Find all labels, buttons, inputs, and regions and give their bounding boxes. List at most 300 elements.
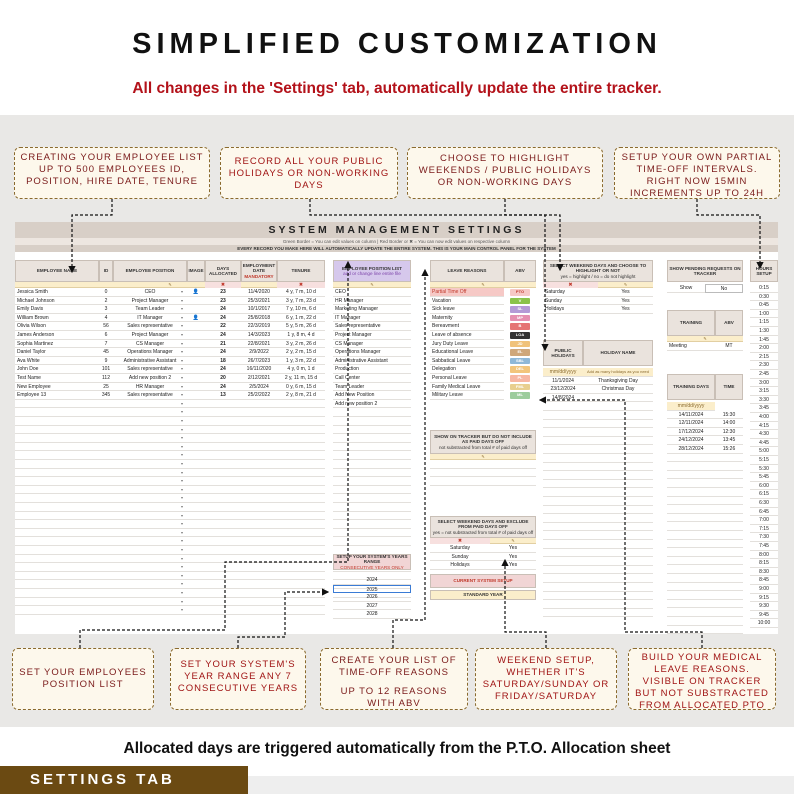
hour-interval-cell[interactable]: 1:15 xyxy=(750,318,778,327)
employee-row[interactable] xyxy=(15,503,325,512)
hour-interval-cell[interactable]: 6:45 xyxy=(750,508,778,517)
training-date-cell[interactable] xyxy=(667,600,715,609)
chevron-down-icon[interactable]: ▾ xyxy=(181,383,184,389)
chevron-down-icon[interactable]: ▾ xyxy=(181,332,184,337)
training-date-cell[interactable] xyxy=(667,522,715,531)
employee-position-cell[interactable]: Project Manager xyxy=(131,297,169,304)
chevron-down-icon[interactable]: ▾ xyxy=(181,564,184,570)
employee-days-cell[interactable]: 20 xyxy=(220,375,226,381)
chevron-down-icon[interactable]: ▾ xyxy=(181,598,184,604)
medical-reason-item[interactable] xyxy=(430,477,536,486)
hour-interval-cell[interactable]: 2:45 xyxy=(750,370,778,379)
employee-row[interactable] xyxy=(15,391,325,400)
leave-abv-badge[interactable]: DEL xyxy=(510,366,530,373)
holiday-date-cell[interactable] xyxy=(543,557,583,566)
employee-row[interactable] xyxy=(15,512,325,521)
employee-date-cell[interactable]: 2/5/2024 xyxy=(249,383,269,390)
hour-interval-cell[interactable]: 5:30 xyxy=(750,465,778,474)
holiday-name-cell[interactable] xyxy=(583,540,653,549)
holiday-name-cell[interactable] xyxy=(583,445,653,454)
chevron-down-icon[interactable]: ▾ xyxy=(181,409,184,415)
training-time-cell[interactable]: 15:30 xyxy=(715,411,743,420)
holiday-name-cell[interactable] xyxy=(583,402,653,411)
hour-interval-cell[interactable]: 1:00 xyxy=(750,310,778,319)
position-list-item[interactable] xyxy=(333,486,411,495)
hour-interval-cell[interactable]: 4:30 xyxy=(750,430,778,439)
training-date-cell[interactable] xyxy=(667,583,715,592)
employee-id-cell[interactable]: 25 xyxy=(103,383,109,390)
employee-date-cell[interactable]: 11/4/2020 xyxy=(248,289,270,295)
training-time-cell[interactable] xyxy=(715,548,743,557)
training-time-cell[interactable] xyxy=(715,540,743,549)
employee-id-cell[interactable]: 6 xyxy=(104,332,108,338)
chevron-down-icon[interactable]: ▾ xyxy=(181,512,184,518)
chevron-down-icon[interactable]: ▾ xyxy=(181,392,184,398)
leave-abv-badge[interactable]: LOA xyxy=(510,332,530,339)
holiday-name-cell[interactable] xyxy=(583,592,653,601)
leave-reason-item[interactable]: Maternity xyxy=(430,314,504,323)
position-list-item[interactable] xyxy=(333,443,411,452)
leave-abv-badge[interactable]: FML xyxy=(510,384,530,391)
training-date-placeholder[interactable]: mm/dd/yyyy xyxy=(667,402,715,411)
year-cell[interactable]: 2027 xyxy=(333,602,411,611)
employee-date-cell[interactable]: 10/1/2017 xyxy=(247,306,271,313)
leave-reason-item[interactable]: Vacation xyxy=(430,297,504,306)
medical-reason-item[interactable] xyxy=(430,460,536,469)
leave-reason-item[interactable]: Leave of absence xyxy=(430,331,504,340)
employee-tenure-cell[interactable]: 4 y, 0 m, 1 d xyxy=(287,366,315,373)
employee-date-cell[interactable]: 25/3/2021 xyxy=(247,297,271,304)
employee-row[interactable] xyxy=(15,426,325,435)
holiday-name-cell[interactable] xyxy=(583,488,653,497)
holiday-date-cell[interactable] xyxy=(543,437,583,446)
weekend-exclude-day[interactable]: Holidays xyxy=(430,561,490,570)
employee-days-cell[interactable]: 24 xyxy=(220,306,226,313)
hour-interval-cell[interactable]: 3:00 xyxy=(750,379,778,388)
chevron-down-icon[interactable]: ▾ xyxy=(181,461,184,466)
holiday-date-cell[interactable] xyxy=(543,420,583,429)
employee-name-cell[interactable]: Test Name xyxy=(17,375,41,381)
holiday-name-cell[interactable] xyxy=(583,531,653,540)
employee-position-cell[interactable]: CEO xyxy=(144,289,156,295)
employee-tenure-cell[interactable]: 4 y, 7 m, 10 d xyxy=(286,289,316,295)
holiday-date-cell[interactable] xyxy=(543,549,583,558)
leave-abv-badge[interactable]: JD xyxy=(510,341,530,348)
employee-tenure-cell[interactable]: 0 y, 6 m, 15 d xyxy=(286,383,316,390)
employee-days-cell[interactable]: 24 xyxy=(220,383,226,390)
employee-row[interactable] xyxy=(15,443,325,452)
employee-position-cell[interactable]: Project Manager xyxy=(131,332,169,338)
chevron-down-icon[interactable]: ▾ xyxy=(181,435,184,441)
employee-position-cell[interactable]: Add new position 2 xyxy=(128,375,172,381)
hour-interval-cell[interactable]: 9:45 xyxy=(750,611,778,620)
employee-row[interactable] xyxy=(15,322,325,331)
holiday-date-cell[interactable] xyxy=(543,583,583,592)
employee-date-cell[interactable]: 2/9/2022 xyxy=(249,349,269,356)
employee-date-cell[interactable]: 16/11/2020 xyxy=(246,366,272,373)
weekend-exclude-value[interactable]: Yes xyxy=(490,553,536,562)
position-list-item[interactable]: Call Center xyxy=(333,374,411,383)
leave-abv-badge[interactable]: SBL xyxy=(510,358,530,365)
holiday-date-cell[interactable] xyxy=(543,480,583,489)
employee-date-cell[interactable]: 22/3/2019 xyxy=(247,323,271,330)
hour-interval-cell[interactable]: 0:45 xyxy=(750,301,778,310)
employee-tenure-cell[interactable]: 1 y, 8 m, 4 d xyxy=(287,332,315,338)
employee-row[interactable] xyxy=(15,314,325,323)
holiday-name-cell[interactable] xyxy=(583,609,653,618)
chevron-down-icon[interactable]: ▾ xyxy=(181,572,184,578)
highlight-day[interactable]: Holidays xyxy=(543,305,598,314)
position-list-item[interactable]: Add new position 2 xyxy=(333,400,411,409)
holiday-date-cell[interactable]: 11/1/2024 xyxy=(543,377,583,386)
employee-days-cell[interactable]: 24 xyxy=(220,366,226,373)
weekend-exclude-day[interactable]: Saturday xyxy=(430,544,490,553)
position-list-item[interactable] xyxy=(333,408,411,417)
chevron-down-icon[interactable]: ▾ xyxy=(181,323,184,329)
chevron-down-icon[interactable]: ▾ xyxy=(181,486,184,492)
employee-date-cell[interactable]: 22/8/2021 xyxy=(247,340,271,347)
weekend-exclude-value[interactable]: Yes xyxy=(490,561,536,570)
employee-row[interactable] xyxy=(15,340,325,349)
employee-row[interactable] xyxy=(15,374,325,383)
hour-interval-cell[interactable]: 6:00 xyxy=(750,482,778,491)
employee-row[interactable] xyxy=(15,589,325,598)
employee-row[interactable] xyxy=(15,469,325,478)
training-name[interactable]: Meeting xyxy=(667,342,715,351)
training-date-cell[interactable] xyxy=(667,548,715,557)
leave-reason-item[interactable]: Educational Leave xyxy=(430,348,504,357)
position-list-item[interactable] xyxy=(333,512,411,521)
employee-position-cell[interactable]: CS Manager xyxy=(135,340,165,347)
training-time-cell[interactable] xyxy=(715,497,743,506)
holiday-name-cell[interactable] xyxy=(583,523,653,532)
employee-position-cell[interactable]: Sales representative xyxy=(127,323,173,330)
position-list-item[interactable]: Operations Manager xyxy=(333,348,411,357)
holiday-date-cell[interactable] xyxy=(543,445,583,454)
position-list-item[interactable]: CS Manager xyxy=(333,340,411,349)
position-list-item[interactable] xyxy=(333,494,411,503)
chevron-down-icon[interactable]: ▾ xyxy=(181,418,184,423)
employee-position-cell[interactable]: Operations Manager xyxy=(127,349,173,356)
employee-days-cell[interactable]: 13 xyxy=(220,392,226,399)
highlight-value[interactable]: Yes xyxy=(598,305,653,314)
training-date-cell[interactable] xyxy=(667,454,715,463)
training-date-cell[interactable] xyxy=(667,574,715,583)
employee-row[interactable] xyxy=(15,365,325,374)
holiday-date-cell[interactable] xyxy=(543,514,583,523)
position-list-item[interactable] xyxy=(333,451,411,460)
training-time-cell[interactable] xyxy=(715,565,743,574)
leave-abv-badge[interactable]: PTO xyxy=(510,289,530,296)
employee-name-cell[interactable]: Jessica Smith xyxy=(17,289,48,295)
training-time-cell[interactable] xyxy=(715,600,743,609)
chevron-down-icon[interactable]: ▾ xyxy=(181,581,184,587)
hour-interval-cell[interactable]: 7:15 xyxy=(750,525,778,534)
position-list-item[interactable] xyxy=(333,469,411,478)
employee-position-cell[interactable]: IT Manager xyxy=(137,314,163,321)
leave-reason-item[interactable]: Family Medical Leave xyxy=(430,383,504,392)
training-date-cell[interactable] xyxy=(667,471,715,480)
employee-tenure-cell[interactable]: 2 y, 2 m, 15 d xyxy=(286,349,316,356)
hour-interval-cell[interactable]: 9:00 xyxy=(750,585,778,594)
employee-row[interactable] xyxy=(15,305,325,314)
employee-id-cell[interactable]: 4 xyxy=(104,314,108,321)
holiday-name-cell[interactable] xyxy=(583,549,653,558)
weekend-exclude-value[interactable]: Yes xyxy=(490,544,536,553)
hour-interval-cell[interactable]: 4:00 xyxy=(750,413,778,422)
hour-interval-cell[interactable]: 1:45 xyxy=(750,336,778,345)
hour-interval-cell[interactable]: 9:30 xyxy=(750,602,778,611)
position-list-item[interactable]: Sales representative xyxy=(333,322,411,331)
training-abv[interactable]: MT xyxy=(715,342,743,351)
chevron-down-icon[interactable]: ▾ xyxy=(181,495,184,501)
training-date-cell[interactable] xyxy=(667,565,715,574)
chevron-down-icon[interactable]: ▾ xyxy=(181,314,184,320)
chevron-down-icon[interactable]: ▾ xyxy=(181,375,184,380)
employee-row[interactable] xyxy=(15,606,325,615)
hour-interval-cell[interactable]: 6:15 xyxy=(750,490,778,499)
hour-interval-cell[interactable]: 9:15 xyxy=(750,594,778,603)
employee-row[interactable] xyxy=(15,580,325,589)
chevron-down-icon[interactable]: ▾ xyxy=(181,529,184,535)
holiday-name-cell[interactable] xyxy=(583,506,653,515)
hour-interval-cell[interactable]: 5:15 xyxy=(750,456,778,465)
chevron-down-icon[interactable]: ▾ xyxy=(181,366,184,372)
training-date-cell[interactable] xyxy=(667,591,715,600)
employee-position-cell[interactable]: Sales representative xyxy=(127,366,173,373)
employee-tenure-cell[interactable]: 6 y, 1 m, 22 d xyxy=(286,314,316,321)
training-time-cell[interactable] xyxy=(715,617,743,626)
employee-row[interactable] xyxy=(15,477,325,486)
holiday-name-cell[interactable] xyxy=(583,394,653,403)
employee-position-cell[interactable]: HR Manager xyxy=(135,383,165,390)
employee-row[interactable] xyxy=(15,486,325,495)
training-time-cell[interactable] xyxy=(715,479,743,488)
employee-row[interactable] xyxy=(15,288,325,297)
training-date-cell[interactable] xyxy=(667,608,715,617)
employee-date-cell[interactable]: 2/12/2021 xyxy=(247,375,271,381)
leave-reason-item[interactable]: Personal Leave xyxy=(430,374,504,383)
year-cell[interactable]: 2026 xyxy=(333,593,411,602)
highlight-day[interactable]: Saturday xyxy=(543,288,598,297)
training-date-cell[interactable] xyxy=(667,531,715,540)
employee-name-cell[interactable]: John Doe xyxy=(17,366,39,373)
employee-days-cell[interactable]: 24 xyxy=(220,314,226,321)
employee-name-cell[interactable]: James Anderson xyxy=(17,332,55,338)
leave-reason-item[interactable]: Sabbatical Leave xyxy=(430,357,504,366)
chevron-down-icon[interactable]: ▾ xyxy=(181,349,184,355)
employee-row[interactable] xyxy=(15,297,325,306)
highlight-value[interactable]: Yes xyxy=(598,297,653,306)
employee-days-cell[interactable]: 23 xyxy=(220,297,226,304)
training-date-cell[interactable] xyxy=(667,479,715,488)
training-date-cell[interactable]: 17/12/2024 xyxy=(667,428,715,437)
hour-interval-cell[interactable]: 0:15 xyxy=(750,284,778,293)
training-time-cell[interactable] xyxy=(715,505,743,514)
hour-interval-cell[interactable]: 7:00 xyxy=(750,516,778,525)
employee-tenure-cell[interactable]: 1 y, 3 m, 22 d xyxy=(286,357,316,364)
holiday-name-cell[interactable] xyxy=(583,497,653,506)
holiday-name-cell[interactable] xyxy=(583,574,653,583)
holiday-date-cell[interactable] xyxy=(543,506,583,515)
position-list-item[interactable] xyxy=(333,537,411,546)
position-list-item[interactable] xyxy=(333,529,411,538)
employee-row[interactable] xyxy=(15,537,325,546)
training-time-cell[interactable] xyxy=(715,514,743,523)
leave-abv-badge[interactable]: MP xyxy=(510,315,530,322)
leave-abv-badge[interactable]: B xyxy=(510,323,530,330)
employee-id-cell[interactable]: 345 xyxy=(101,392,111,399)
employee-row[interactable] xyxy=(15,400,325,409)
employee-row[interactable] xyxy=(15,598,325,607)
employee-row[interactable] xyxy=(15,434,325,443)
training-date-cell[interactable] xyxy=(667,497,715,506)
holiday-date-cell[interactable] xyxy=(543,540,583,549)
employee-days-cell[interactable]: 18 xyxy=(220,357,226,364)
chevron-down-icon[interactable]: ▾ xyxy=(181,547,184,552)
holiday-date-cell[interactable] xyxy=(543,411,583,420)
position-list-item[interactable] xyxy=(333,477,411,486)
holiday-name-cell[interactable] xyxy=(583,583,653,592)
chevron-down-icon[interactable]: ▾ xyxy=(181,357,184,363)
holiday-name-cell[interactable]: Christmas Day xyxy=(583,385,653,394)
holiday-name-cell[interactable] xyxy=(583,480,653,489)
employee-row[interactable] xyxy=(15,555,325,564)
employee-name-cell[interactable]: Daniel Taylor xyxy=(17,349,46,356)
training-time-cell[interactable] xyxy=(715,608,743,617)
training-time-cell[interactable] xyxy=(715,531,743,540)
holiday-date-cell[interactable] xyxy=(543,454,583,463)
holiday-name-cell[interactable] xyxy=(583,437,653,446)
holiday-name-cell[interactable] xyxy=(583,514,653,523)
leave-reason-item[interactable]: Partial Time Off xyxy=(430,288,504,297)
holiday-name-cell[interactable] xyxy=(583,557,653,566)
employee-row[interactable] xyxy=(15,417,325,426)
position-list-item[interactable]: Administrative Assistant xyxy=(333,357,411,366)
employee-date-cell[interactable]: 25/8/2018 xyxy=(247,314,271,321)
position-list-item[interactable] xyxy=(333,426,411,435)
hour-interval-cell[interactable]: 3:30 xyxy=(750,396,778,405)
hour-interval-cell[interactable]: 6:30 xyxy=(750,499,778,508)
training-time-cell[interactable] xyxy=(715,626,743,635)
year-cell[interactable]: 2025 xyxy=(333,585,411,594)
employee-row[interactable] xyxy=(15,460,325,469)
training-time-cell[interactable] xyxy=(715,488,743,497)
employee-tenure-cell[interactable]: 2 y, 8 m, 21 d xyxy=(286,392,316,399)
position-list-item[interactable] xyxy=(333,520,411,529)
holiday-date-cell[interactable] xyxy=(543,566,583,575)
holiday-date-cell[interactable]: 23/12/2024 xyxy=(543,385,583,394)
holiday-date-cell[interactable] xyxy=(543,488,583,497)
settings-tab[interactable]: SETTINGS TAB xyxy=(0,766,248,794)
chevron-down-icon[interactable]: ▾ xyxy=(181,340,184,346)
hour-interval-cell[interactable]: 2:30 xyxy=(750,361,778,370)
employee-row[interactable] xyxy=(15,331,325,340)
employee-row[interactable] xyxy=(15,529,325,538)
leave-abv-badge[interactable]: SL xyxy=(510,306,530,313)
holiday-date-cell[interactable] xyxy=(543,609,583,618)
employee-tenure-cell[interactable]: 5 y, 5 m, 26 d xyxy=(286,323,316,330)
training-date-cell[interactable]: 28/12/2024 xyxy=(667,445,715,454)
training-time-cell[interactable] xyxy=(715,583,743,592)
employee-name-cell[interactable]: Ava White xyxy=(17,357,40,364)
employee-id-cell[interactable]: 0 xyxy=(104,289,108,295)
employee-row[interactable] xyxy=(15,451,325,460)
holiday-date-cell[interactable] xyxy=(543,600,583,609)
chevron-down-icon[interactable]: ▾ xyxy=(181,443,184,449)
employee-name-cell[interactable]: Olivia Wilson xyxy=(17,323,46,330)
chevron-down-icon[interactable]: ▾ xyxy=(181,607,184,613)
employee-tenure-cell[interactable]: 7 y, 10 m, 6 d xyxy=(286,306,316,313)
hour-interval-cell[interactable]: 2:15 xyxy=(750,353,778,362)
employee-date-cell[interactable]: 25/2/2022 xyxy=(247,392,271,399)
chevron-down-icon[interactable]: ▾ xyxy=(181,469,184,475)
employee-id-cell[interactable]: 9 xyxy=(104,357,108,364)
employee-row[interactable] xyxy=(15,520,325,529)
training-date-cell[interactable] xyxy=(667,514,715,523)
employee-id-cell[interactable]: 112 xyxy=(102,375,110,381)
hour-interval-cell[interactable]: 3:45 xyxy=(750,404,778,413)
position-list-item[interactable] xyxy=(333,434,411,443)
hour-interval-cell[interactable]: 0:30 xyxy=(750,293,778,302)
training-time-cell[interactable] xyxy=(715,557,743,566)
chevron-down-icon[interactable]: ▾ xyxy=(181,297,184,303)
position-list-item[interactable]: HR Manager xyxy=(333,297,411,306)
chevron-down-icon[interactable]: ▾ xyxy=(181,590,184,595)
leave-abv-badge[interactable]: ML xyxy=(510,392,530,399)
position-list-item[interactable] xyxy=(333,417,411,426)
position-list-item[interactable]: Project Manager xyxy=(333,331,411,340)
training-date-cell[interactable] xyxy=(667,462,715,471)
hour-interval-cell[interactable]: 8:15 xyxy=(750,559,778,568)
employee-row[interactable] xyxy=(15,572,325,581)
holiday-date-cell[interactable] xyxy=(543,428,583,437)
hour-interval-cell[interactable]: 4:15 xyxy=(750,422,778,431)
holiday-date-cell[interactable] xyxy=(543,497,583,506)
chevron-down-icon[interactable]: ▾ xyxy=(181,452,184,458)
hour-interval-cell[interactable]: 8:00 xyxy=(750,551,778,560)
employee-name-cell[interactable]: New Employee xyxy=(17,383,51,390)
holiday-date-cell[interactable] xyxy=(543,531,583,540)
employee-name-cell[interactable]: Employee 13 xyxy=(17,392,47,399)
training-time-cell[interactable]: 12:30 xyxy=(715,428,743,437)
employee-date-cell[interactable]: 26/7/2023 xyxy=(247,357,271,364)
position-list-item[interactable]: Production xyxy=(333,365,411,374)
employee-days-cell[interactable]: 24 xyxy=(220,349,226,356)
chevron-down-icon[interactable]: ▾ xyxy=(181,521,184,527)
employee-name-cell[interactable]: Emily Davis xyxy=(17,306,44,313)
employee-name-cell[interactable]: Sophia Martinez xyxy=(17,340,54,347)
hour-interval-cell[interactable]: 3:15 xyxy=(750,387,778,396)
holiday-name-cell[interactable] xyxy=(583,428,653,437)
weekend-exclude-day[interactable]: Sunday xyxy=(430,553,490,562)
holiday-date-cell[interactable] xyxy=(543,463,583,472)
chevron-down-icon[interactable]: ▾ xyxy=(181,478,184,484)
employee-row[interactable] xyxy=(15,357,325,366)
holiday-name-cell[interactable] xyxy=(583,463,653,472)
hour-interval-cell[interactable]: 2:00 xyxy=(750,344,778,353)
chevron-down-icon[interactable]: ▾ xyxy=(181,555,184,561)
holiday-date-placeholder[interactable]: mm/dd/yyyy xyxy=(543,368,583,377)
leave-abv-badge[interactable]: V xyxy=(510,298,530,305)
chevron-down-icon[interactable]: ▾ xyxy=(181,504,184,509)
employee-row[interactable] xyxy=(15,348,325,357)
employee-days-cell[interactable]: 21 xyxy=(220,340,226,347)
leave-abv-badge[interactable]: EL xyxy=(510,349,530,356)
holiday-name-cell[interactable] xyxy=(583,566,653,575)
training-date-cell[interactable]: 14/11/2024 xyxy=(667,411,715,420)
employee-position-cell[interactable]: Sales representative xyxy=(127,392,173,399)
